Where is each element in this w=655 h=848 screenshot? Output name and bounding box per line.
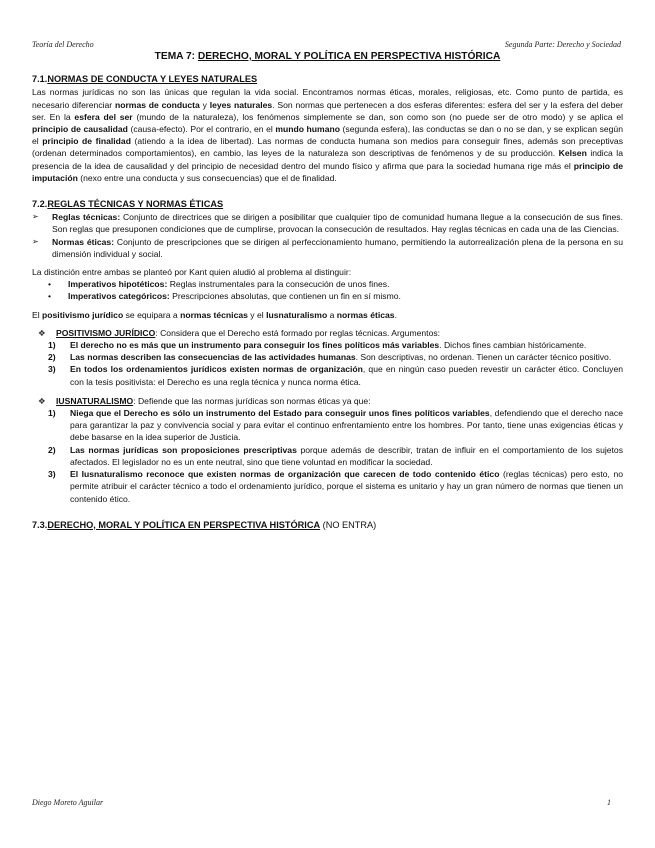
list-item: 2) Las normas jurídicas son proposiciones prescriptivas porque además de describir, tratan de influir en el comportamiento de los sujetos afectados. El legislador no es un ente neutral, sino que tiene voluntad en modificar la sociedad. [48, 444, 623, 467]
list-item: 1) Niega que el Derecho es sólo un instrumento del Estado para conseguir unos fines políticos variables, defendiendo que el derecho nace para garantizar la paz y convivencia social y para evitar el continuo enfrentamiento entre los hombres. Por tanto, tiene unas exigencias éticas y debe basarse en la idea superior de Justicia. [48, 408, 623, 443]
document-body [32, 51, 623, 532]
list-item-imperativos-categoricos: • Imperativos categóricos: Prescripciones absolutas, que contienen un fin en sí mismo. [48, 291, 401, 302]
header-part: Segunda Parte: Derecho y Sociedad [504, 40, 621, 49]
footer-author: Diego Moreto Aguilar [32, 798, 104, 807]
section-7-1-heading [32, 73, 623, 85]
section-number: 7.2. [32, 199, 48, 210]
arrow-bullet-icon: ➢ [32, 212, 39, 222]
page-number: 1 [607, 798, 611, 807]
kant-intro: La distinción entre ambas se planteó por Kant quien aludió al problema al distinguir: [32, 267, 352, 278]
diamond-bullet-icon: ❖ [38, 327, 46, 338]
list-item-imperativos-hipoteticos: • Imperativos hipotéticos: Reglas instrumentales para la consecución de unos fines. [48, 279, 390, 290]
title-prefix: TEMA 7: [154, 51, 198, 62]
list-item: 2) Las normas describen las consecuencias de las actividades humanas. Son descriptivas, no ordenan. Tienen un carácter técnico positivo. [48, 352, 612, 363]
list-item-normas-eticas: ➢ Normas éticas: Conjunto de prescripciones que se dirigen al perfeccionamiento humano, permitiendo la autorrealización plena de la persona en su dimensión individual y social. [32, 236, 623, 259]
positivismo-heading: ❖ POSITIVISMO JURÍDICO: Considera que el Derecho está formado por reglas técnicas. Argumentos: [38, 327, 441, 338]
section-number: 7.3. [32, 519, 48, 530]
section-7-3-heading [32, 519, 623, 531]
dot-bullet-icon: • [48, 279, 52, 290]
page-title [32, 51, 623, 63]
title-main: DERECHO, MORAL Y POLÍTICA EN PERSPECTIVA HISTÓRICA [197, 51, 501, 62]
section-title: DERECHO, MORAL Y POLÍTICA EN PERSPECTIVA HISTÓRICA [47, 519, 321, 530]
list-item: 3) En todos los ordenamientos jurídicos existen normas de organización, que en ningún caso pueden revestir un carácter ético. Concluyen con la tesis positivista: el Derecho es una regla técnica y nunca norma ética. [48, 364, 624, 387]
section-note: (NO ENTRA) [320, 519, 377, 530]
dot-bullet-icon: • [48, 291, 52, 302]
section-7-1-paragraph: Las normas jurídicas no son las únicas que regulan la vida social. Encontramos normas éticas, morales, religiosas, etc. Como punto de partida, es necesario diferenciar normas de conducta y leyes naturales. Son normas que pertenecen a dos esferas diferentes: esfera del ser y la esfera del deber ser. En la esfera del ser (mundo de la naturaleza), los fenómenos simplemente se dan, son como son (no puede ser de otro modo) y se aplica el principio de causalidad (causa-efecto). Por el contrario, en el mundo humano (segunda esfera), las conductas se dan o no se dan, y se explican según el principio de finalidad (atiendo a la idea de libertad). Las normas de conducta humana son medios para conseguir fines, además son preceptivas (ordenan determinados comportamientos), en cambio, las leyes de la naturaleza son descriptivas de fenómenos y de su producción. Kelsen indica la presencia de la idea de causalidad y del principio de necesidad dentro del mundo físico y afirma que para la sociedad humana rige más el principio de imputación (nexo entre una conducta y sus consecuencias) que el de finalidad. [32, 87, 624, 183]
section-7-2-heading [32, 198, 623, 210]
iusnaturalismo-heading: ❖ IUSNATURALISMO: Defiende que las normas jurídicas son normas éticas ya que: [38, 395, 371, 406]
list-item-reglas-tecnicas: ➢ Reglas técnicas: Conjunto de directrices que se dirigen a posibilitar que cualquier tipo de comunidad humana llegue a la consecución de sus fines. Son reglas que presuponen condiciones que de cumplirse, provocan la consecución de resultados. Hay reglas técnicas en cada una de las Ciencias. [32, 212, 623, 235]
section-title: NORMAS DE CONDUCTA Y LEYES NATURALES [47, 74, 258, 85]
section-title: REGLAS TÉCNICAS Y NORMAS ÉTICAS [47, 199, 224, 210]
list-item: 1) El derecho no es más que un instrumento para conseguir los fines políticos más variables. Dichos fines cambian históricamente. [48, 340, 587, 351]
diamond-bullet-icon: ❖ [38, 395, 46, 406]
header-course: Teoría del Derecho [32, 40, 94, 49]
arrow-bullet-icon: ➢ [32, 236, 39, 246]
equivalence-sentence: El positivismo jurídico se equipara a normas técnicas y el Iusnaturalismo a normas éticas. [32, 309, 397, 320]
section-number: 7.1. [32, 74, 48, 85]
list-item: 3) El Iusnaturalismo reconoce que existen normas de organización que carecen de todo contenido ético (reglas técnicas) pero esto, no permite atribuir el carácter técnico a todo el ordenamiento jurídico, porque el sistema es unitario y hay un gran número de normas que tienen un contenido ético. [48, 469, 624, 504]
